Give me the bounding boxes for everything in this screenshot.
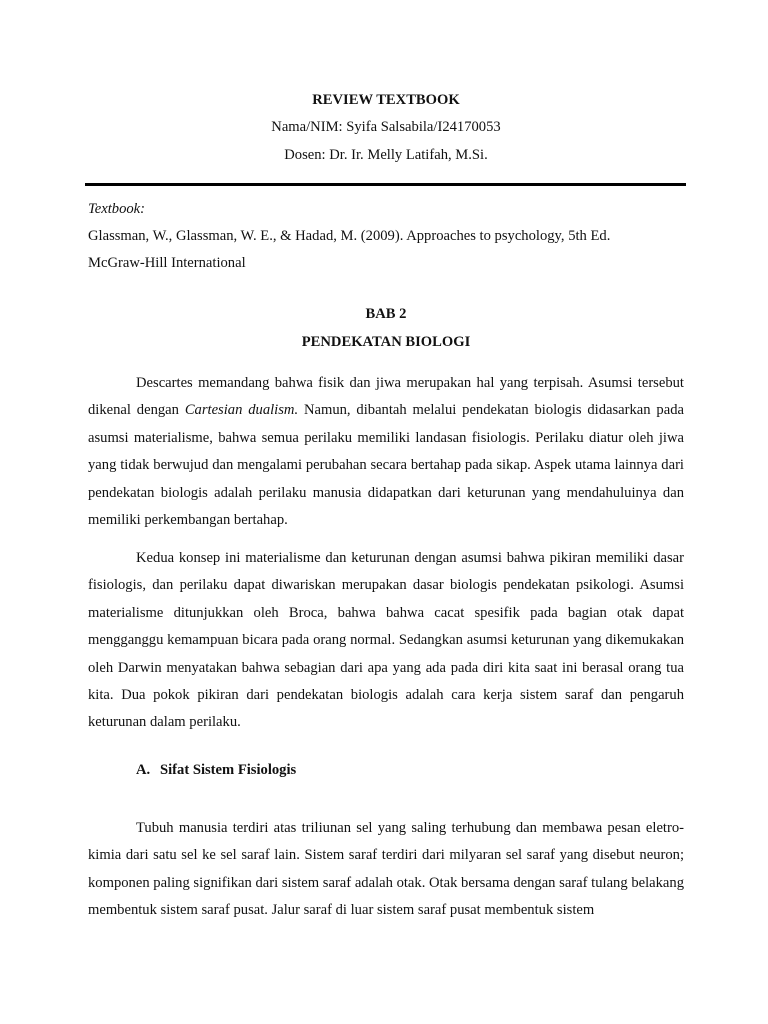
paragraph-2: Kedua konsep ini materialisme dan keturunan dengan asumsi bahwa pikiran memiliki dasar fisiologis, dan perilaku dapat diwariskan merupakan dasar biologis pendekatan psikologi. Asumsi materialisme ditunjukkan oleh Broca, bahwa bahwa cacat spesifik pada bagian otak dapat mengganggu kemampuan bicara pada orang normal. Sedangkan asumsi keturunan yang dikemukakan oleh Darwin menyatakan bahwa sebagian dari apa yang ada pada diri kita saat ini berasal orang tua kita. Dua pokok pikiran dari pendekatan biologis adalah cara kerja sistem saraf dan pengaruh keturunan dalam perilaku. xyxy=(88,550,684,731)
section-title: Sifat Sistem Fisiologis xyxy=(160,762,297,778)
textbook-reference-line-1: Glassman, W., Glassman, W. E., & Hadad, M. (2009). Approaches to psychology, 5th Ed. xyxy=(88,228,611,244)
paragraph-1-text-a: Descartes memandang bahwa fisik dan jiwa merupakan hal yang terpisah. Asumsi tersebut dikenal dengan xyxy=(88,375,684,419)
textbook-reference-line-2: McGraw-Hill International xyxy=(88,255,246,271)
paragraph-3: Tubuh manusia terdiri atas triliunan sel yang saling terhubung dan membawa pesan eletro-kimia dari satu sel ke sel saraf lain. Sistem saraf terdiri dari milyaran sel saraf yang disebut neuron; komponen paling signifikan dari sistem saraf adalah otak. Otak bersama dengan saraf tulang belakang membentuk sistem saraf pusat. Jalur saraf di luar sistem saraf pusat membentuk sistem xyxy=(88,820,684,919)
lecturer-line: Dosen: Dr. Ir. Melly Latifah, M.Si. xyxy=(284,147,488,163)
chapter-number: BAB 2 xyxy=(365,306,407,322)
section-heading-a xyxy=(136,762,296,779)
paragraph-1-text-b: Namun, dibantah melalui pendekatan biologis didasarkan pada asumsi materialisme, bahwa semua perilaku memiliki landasan fisiologis. Perilaku diatur oleh jiwa yang tidak berwujud dan mengalami perubahan secara bertahap pada sikap. Aspek utama lainnya dari pendekatan biologis adalah perilaku manusia didapatkan dari keturunan yang mendahuluinya dan memiliki perkembangan bertahap. xyxy=(88,402,684,529)
textbook-label: Textbook: xyxy=(88,201,146,217)
paragraph-1-italic-term: Cartesian dualism. xyxy=(184,402,299,419)
chapter-title: PENDEKATAN BIOLOGI xyxy=(301,334,471,350)
paragraph-1 xyxy=(88,370,684,534)
document-title: REVIEW TEXTBOOK xyxy=(312,92,460,108)
header-divider xyxy=(85,183,686,186)
section-letter: A. xyxy=(136,762,151,778)
student-name-line: Nama/NIM: Syifa Salsabila/I24170053 xyxy=(271,119,501,135)
